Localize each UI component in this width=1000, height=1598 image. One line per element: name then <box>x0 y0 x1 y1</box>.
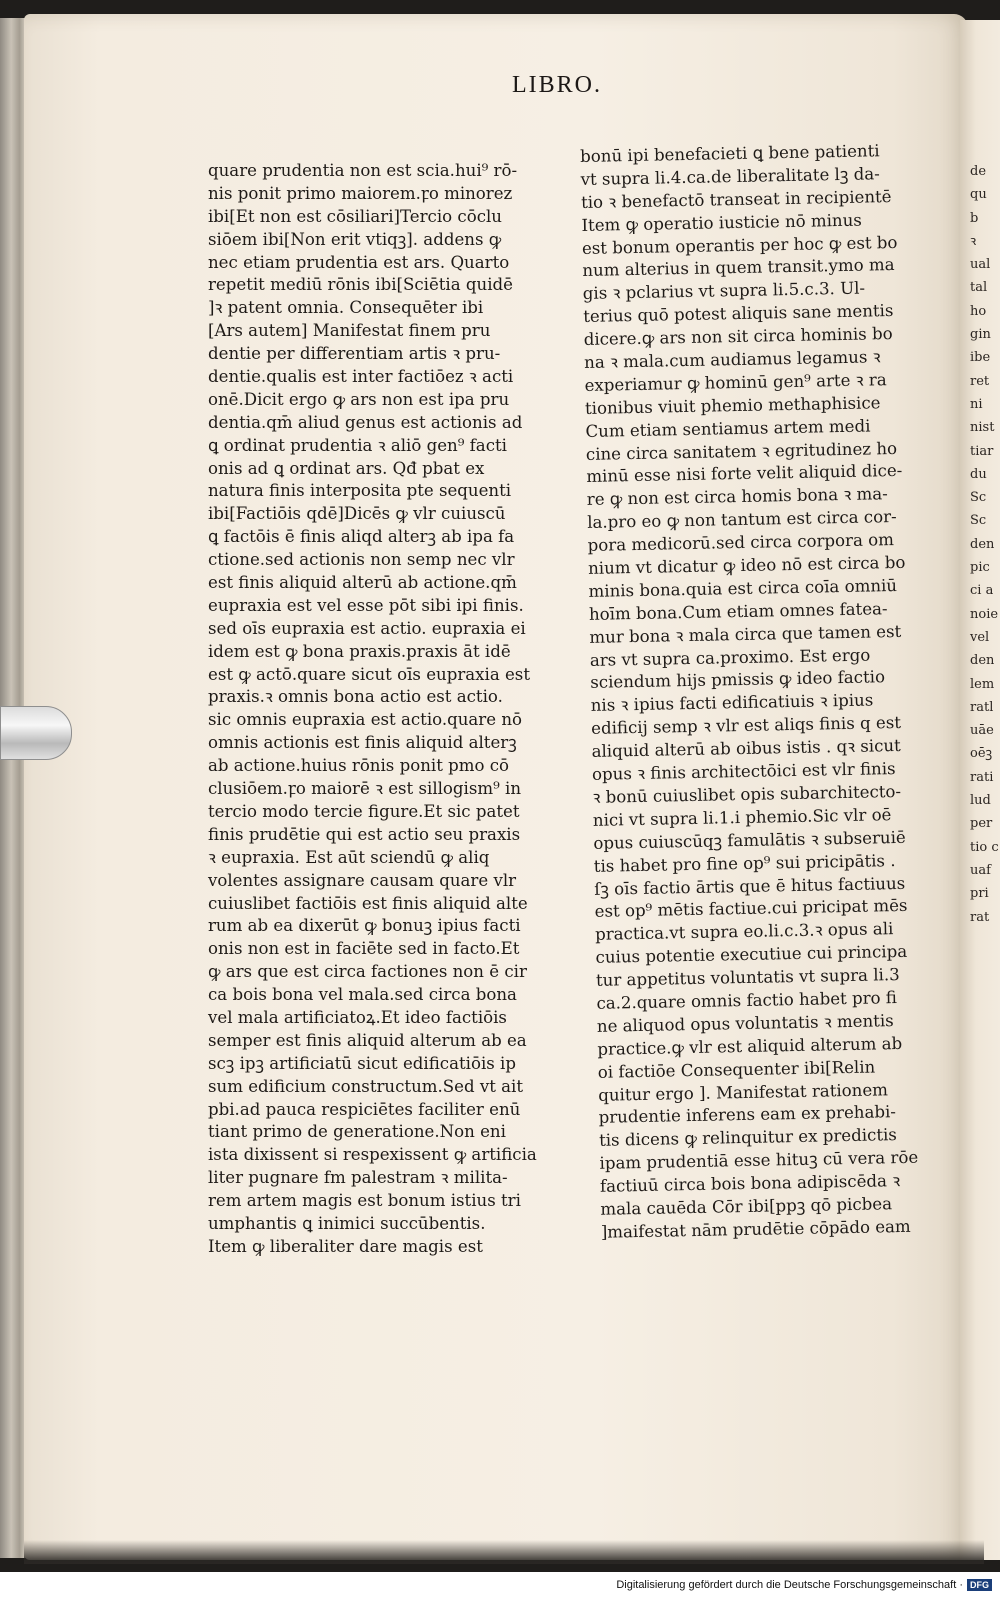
text-line: onis non est in faciēte sed in facto.Et <box>208 939 520 959</box>
facing-page-line: ibe <box>970 350 991 366</box>
left-text-column <box>208 160 537 1259</box>
facing-page-line: de <box>970 164 987 179</box>
text-line: ꝗ factōis ē finis aliqd alterꝫ ab ipa fa <box>208 527 515 547</box>
facing-page-line: den <box>970 653 995 669</box>
facing-page-line: pri <box>970 886 989 902</box>
text-line: ipam prudentiā esse hituꝫ cū vera rōe <box>599 1147 919 1173</box>
facing-page-line: tio c <box>970 839 999 855</box>
text-line: ibi[Factiōis qdē]Dicēs ꝙ vlr cuiuscū <box>208 504 506 524</box>
text-line: est finis aliquid alterū ab actione.qm̄ <box>208 573 517 593</box>
text-line: semper est finis aliquid alterum ab ea <box>208 1030 527 1050</box>
text-line: mur bona ꝛ mala circa que tamen est <box>589 621 902 647</box>
facing-page-line: tiar <box>970 443 994 459</box>
text-line: oi factiōe Consequenter ibi[Relin <box>597 1057 876 1082</box>
facing-page-line: lem <box>970 676 995 692</box>
text-line: pora medicorū.sed circa corpora om <box>587 530 895 556</box>
text-line: prudentie inferens eam ex prehabi- <box>598 1102 897 1128</box>
text-line: ctione.sed actionis non semp nec vlr <box>208 550 515 570</box>
text-line: eupraxia est vel esse pōt sibi ipi finis. <box>208 595 524 615</box>
text-line: ]maifestat nām prudētie cōpādo eam <box>600 1216 911 1242</box>
text-line: ]ꝛ patent omnia. Consequēter ibi <box>208 298 484 318</box>
text-line: mala cauēda Cōr ibi[ppꝫ qō picbea <box>600 1194 893 1219</box>
text-line: re ꝙ non est circa homis bona ꝛ ma- <box>586 484 888 510</box>
text-line: minū esse nisi forte velit aliquid dice- <box>586 461 903 487</box>
text-line: ꝛ bonū cuiuslibet opis subarchitecto- <box>592 781 902 807</box>
text-line: na ꝛ mala.cum audiamus legamus ꝛ <box>583 347 881 372</box>
text-line: nis ꝛ ipius facti edificatiuis ꝛ ipius <box>590 690 874 716</box>
text-line: ꝛ eupraxia. Est aūt sciendū ꝙ aliq <box>208 847 490 867</box>
facing-page-line: ret <box>970 373 990 389</box>
text-line: Item ꝙ liberaliter dare magis est <box>208 1236 483 1256</box>
text-line: edificij semp ꝛ vlr est aliqs finis q est <box>591 713 902 739</box>
text-line: pbi.ad pauca respiciētes faciliter enū <box>208 1099 521 1119</box>
text-line: ista dixissent si respexissent ꝙ artificia <box>208 1145 537 1165</box>
text-line: tur appetitus voluntatis vt supra li.3 <box>595 965 900 990</box>
facing-page-line: pic <box>970 560 990 576</box>
text-line: aliquid alterū ab oibus istis . qꝛ sicut <box>591 736 901 762</box>
facing-page-line: vel <box>970 629 990 645</box>
text-line: terius quō potest aliquis sane mentis <box>583 301 894 327</box>
text-line: nici vt supra li.1.i phemio.Sic vlr oē <box>592 804 892 830</box>
facing-page-line: uāe <box>970 723 994 739</box>
text-line: practica.vt supra eo.li.c.3.ꝛ opus ali <box>594 919 894 945</box>
facing-page-line: uaf <box>970 862 991 878</box>
text-line: nium vt dicatur ꝙ ideo nō est circa bo <box>587 552 906 578</box>
text-line: practice.ꝙ vlr est aliquid alterum ab <box>597 1033 903 1059</box>
text-line: vel mala artificiatoꝝ.Et ideo factiōis <box>208 1007 507 1027</box>
facing-page-line: ni <box>970 396 983 412</box>
text-line: nec etiam prudentia est ars. Quarto <box>208 252 510 272</box>
facing-page-line: Sc <box>970 513 987 529</box>
text-line: est bonum operantis per hoc ꝙ est bo <box>581 232 898 258</box>
text-line: factiuū circa bois bona adipiscēda ꝛ <box>599 1171 901 1196</box>
text-line: dentia.qm̄ aliud genus est actionis ad <box>208 412 523 432</box>
footer-credit: Digitalisierung gefördert durch die Deutsche Forschungsgemeinschaft · <box>616 1579 963 1591</box>
text-line: ne aliquod opus voluntatis ꝛ mentis <box>596 1010 894 1036</box>
facing-page-line: b <box>970 210 979 226</box>
text-line: [Ars autem] Manifestat finem pru <box>208 321 491 341</box>
text-line: num alterius in quem transit.ymo ma <box>582 255 895 281</box>
page-shadow <box>24 1540 984 1564</box>
text-line: idem est ꝙ bona praxis.praxis āt idē <box>208 641 511 661</box>
text-line: clusiōem.ꝼo maiorē ꝛ est sillogism⁹ in <box>208 779 522 799</box>
facing-page-line: Sc <box>970 490 987 506</box>
text-line: onis ad ꝗ ordinat ars. Qđ pbat ex <box>208 458 485 478</box>
text-line: opus ꝛ finis architectōici est vlr finis <box>591 759 896 784</box>
dfg-logo: DFG <box>967 1579 992 1591</box>
text-line: bonū ipi benefacieti ꝗ bene patienti <box>580 141 880 166</box>
text-line: sciendum hijs pmissis ꝙ ideo factio <box>590 667 886 693</box>
text-line: liter pugnare fm palestram ꝛ milita- <box>208 1168 508 1188</box>
text-line: rum ab ea dixerūt ꝙ bonuꝫ ipius facti <box>208 916 521 936</box>
text-line: ꝗ ordinat prudentia ꝛ aliō gen⁹ facti <box>208 435 507 455</box>
text-line: tio ꝛ benefactō transeat in recipientē <box>580 186 892 212</box>
text-line: cuiuslibet factiōis est finis aliquid alte <box>208 893 528 913</box>
text-line: cine circa sanitatem ꝛ egritudinez ho <box>585 438 898 464</box>
facing-page-line: gin <box>970 327 991 343</box>
text-line: est ꝙ actō.quare sicut oīs eupraxia est <box>208 664 530 684</box>
text-line: sum edificium constructum.Sed vt ait <box>208 1076 524 1096</box>
text-line: onē.Dicit ergo ꝙ ars non est ipa pru <box>208 389 510 409</box>
text-line: ars vt supra ca.proximo. Est ergo <box>589 645 871 670</box>
text-line: sic omnis eupraxia est actio.quare nō <box>208 710 523 730</box>
facing-page-line: ual <box>970 257 991 273</box>
text-line: rem artem magis est bonum istius tri <box>208 1191 521 1211</box>
facing-page-line: rat <box>970 909 990 925</box>
text-line: quare prudentia non est scia.hui⁹ rō- <box>208 161 518 180</box>
text-line: tionibus viuit phemio methaphisice <box>584 393 881 418</box>
running-header: LIBRO. <box>512 72 602 98</box>
text-line: ab actione.huius rōnis ponit pmo cō <box>208 756 510 776</box>
text-line: ca.2.quare omnis factio habet pro fi <box>596 988 898 1013</box>
facing-page-line: du <box>970 466 987 482</box>
text-line: quitur ergo ]. Manifestat rationem <box>598 1079 889 1105</box>
text-line: ca bois bona vel mala.sed circa bona <box>208 985 517 1005</box>
text-line: cuius potentie executiue cui principa <box>595 942 908 968</box>
text-line: ꝙ ars que est circa factiones non ē cir <box>208 962 527 982</box>
facing-page-line: den <box>970 536 995 552</box>
text-line: siōem ibi[Non erit vtiqꝫ]. addens ꝙ <box>208 229 502 249</box>
text-line: dicere.ꝙ ars non sit circa hominis bo <box>583 324 893 350</box>
text-line: nis ponit primo maiorem.ꝼo minorez <box>208 183 513 203</box>
text-line: vt supra li.4.ca.de liberalitate lꝫ da- <box>580 164 880 189</box>
facing-page-line: tal <box>970 280 988 296</box>
text-line: hoīm bona.Cum etiam omnes fatea- <box>588 598 888 624</box>
facing-page-line: ꝛ <box>970 233 977 249</box>
text-line: natura finis interposita pte sequenti <box>208 481 512 501</box>
facing-page-line: lud <box>970 793 991 809</box>
text-line: gis ꝛ pclarius vt supra li.5.c.3. Ul- <box>582 278 866 304</box>
facing-page-edge <box>960 20 1000 1560</box>
text-line: volentes assignare causam quare vlr <box>208 870 517 890</box>
text-line: ibi[Et non est cōsiliari]Tercio cōclu <box>208 206 502 226</box>
text-line: umphantis ꝗ inimici succūbentis. <box>208 1213 486 1233</box>
text-line: minis bona.quia est circa coīa omniū <box>588 575 898 601</box>
text-line: tis dicens ꝙ relinquitur ex predictis <box>598 1125 898 1151</box>
facing-page-line: ratl <box>970 699 994 715</box>
text-line: la.pro eo ꝙ non tantum est circa cor- <box>587 507 897 533</box>
text-line: opus cuiuscūqꝫ famulātis ꝛ subseruiē <box>593 827 906 853</box>
text-line: experiamur ꝙ hominū gen⁹ arte ꝛ ra <box>584 370 887 395</box>
text-line: praxis.ꝛ omnis bona actio est actio. <box>208 687 503 707</box>
facing-page-line: oēꝫ <box>970 746 993 762</box>
text-line: sed oīs eupraxia est actio. eupraxia ei <box>208 618 526 638</box>
right-text-column <box>580 140 919 1244</box>
text-line: tiant primo de generatione.Non eni <box>208 1122 506 1142</box>
facing-page-text <box>960 20 1000 929</box>
facing-page-line: qu <box>970 187 987 203</box>
text-line: finis prudētie qui est actio seu praxis <box>208 824 521 844</box>
facing-page-line: ci a <box>970 583 994 599</box>
text-line: Item ꝙ operatio iusticie nō minus <box>581 210 863 235</box>
page-clip <box>0 706 72 760</box>
text-line: tis habet pro fine op⁹ sui pricipātis . <box>593 850 896 876</box>
text-line: tercio modo tercie figure.Et sic patet <box>208 801 520 821</box>
text-line: omnis actionis est finis aliquid alterꝫ <box>208 733 517 753</box>
text-line: dentie per differentiam artis ꝛ pru- <box>208 344 501 364</box>
facing-page-line: ho <box>970 303 987 319</box>
facing-page-line: per <box>970 816 993 832</box>
text-line: repetit mediū rōnis ibi[Sciētia quidē <box>208 275 513 295</box>
facing-page-line: nist <box>970 420 995 436</box>
text-line: ſꝫ oīs factio ārtis que ē hitus factiuus <box>594 873 906 899</box>
facing-page-line: noie <box>970 606 999 622</box>
text-line: dentie.qualis est inter factiōez ꝛ acti <box>208 367 514 387</box>
facing-page-line: rati <box>970 769 994 785</box>
text-line: est op⁹ mētis factiue.cui pricipat mēs <box>594 896 908 922</box>
digitization-footer <box>0 1572 1000 1598</box>
text-line: scꝫ ipꝫ artificiatū sicut edificatiōis ip <box>208 1053 516 1073</box>
text-line: Cum etiam sentiamus artem medi <box>585 416 871 441</box>
